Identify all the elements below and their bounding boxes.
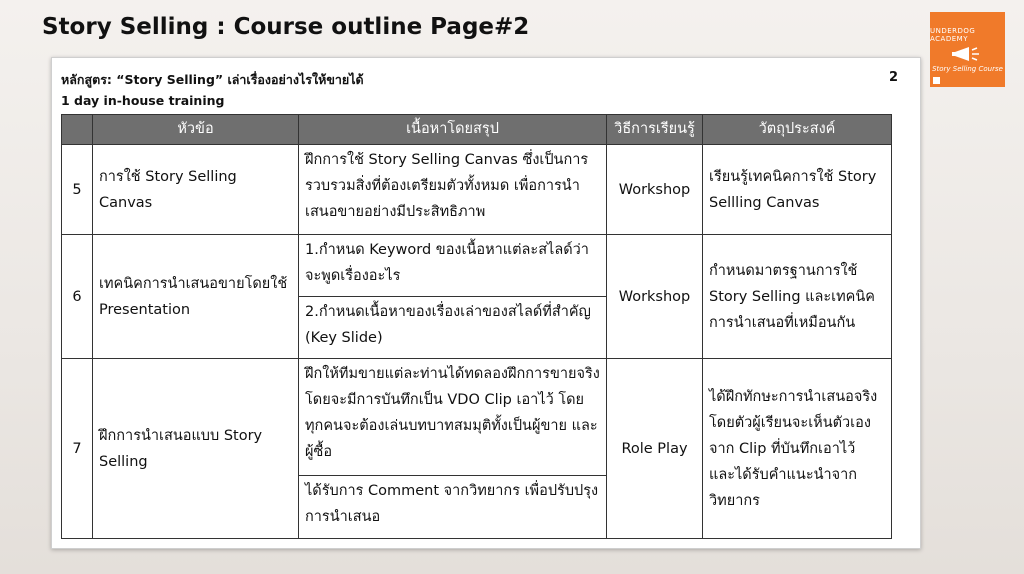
- row-content-item: ฝึกให้ทีมขายแต่ละท่านได้ทดลองฝึกการขายจริง โดยจะมีการบันทึกเป็น VDO Clip เอาไว้ โดยทุกคนจะต้องเล่นบทบาทสมมุติทั้งเป็นผู้ขาย และผู้ซื้อ: [298, 358, 606, 475]
- row-content-item: ได้รับการ Comment จากวิทยากร เพื่อปรับปรุงการนำเสนอ: [298, 475, 606, 539]
- row-topic: เทคนิคการนำเสนอขายโดยใช้ Presentation: [92, 234, 298, 358]
- table-header-cell: วัตถุประสงค์: [702, 114, 892, 144]
- row-objective: ได้ฝึกทักษะการนำเสนอจริง โดยตัวผู้เรียนจะเห็นตัวเอง จาก Clip ที่บันทึกเอาไว้ และได้รับคำแนะนำจากวิทยากร: [702, 358, 892, 539]
- logo-script-text: Story Selling Course: [932, 64, 1003, 73]
- row-topic: ฝึกการนำเสนอแบบ Story Selling: [92, 358, 298, 539]
- course-heading: หลักสูตร: “Story Selling” เล่าเรื่องอย่างไรให้ขายได้: [61, 72, 364, 87]
- logo-corner-mark: [933, 77, 940, 84]
- row-method: Role Play: [606, 358, 702, 539]
- page-number: 2: [888, 70, 898, 85]
- table-header-cell: [61, 114, 92, 144]
- row-content: ฝึกการใช้ Story Selling Canvas ซึ่งเป็นการรวบรวมสิ่งที่ต้องเตรียมตัวทั้งหมด เพื่อการนำเสนอขายอย่างมีประสิทธิภาพ: [298, 144, 606, 234]
- table-header-cell: วิธีการเรียนรู้: [606, 114, 702, 144]
- underdog-academy-logo: [930, 12, 1005, 87]
- megaphone-icon: [951, 45, 985, 63]
- row-content-item: 1.กำหนด Keyword ของเนื้อหาแต่ละสไลด์ว่าจะพูดเรื่องอะไร: [298, 234, 606, 296]
- row-method: Workshop: [606, 144, 702, 234]
- row-number: 6: [61, 234, 92, 358]
- row-objective: เรียนรู้เทคนิคการใช้ Story Sellling Canvas: [702, 144, 892, 234]
- row-number: 5: [61, 144, 92, 234]
- slide-title: Story Selling : Course outline Page#2: [42, 14, 530, 40]
- logo-arc-text: UNDERDOG ACADEMY: [930, 26, 976, 43]
- document-page: [51, 57, 921, 549]
- row-method: Workshop: [606, 234, 702, 358]
- table-header-cell: เนื้อหาโดยสรุป: [298, 114, 606, 144]
- course-subheading: 1 day in-house training: [61, 93, 225, 108]
- row-topic: การใช้ Story Selling Canvas: [92, 144, 298, 234]
- table-header-cell: หัวข้อ: [92, 114, 298, 144]
- row-number: 7: [61, 358, 92, 539]
- row-content-item: 2.กำหนดเนื้อหาของเรื่องเล่าของสไลด์ที่สำคัญ (Key Slide): [298, 296, 606, 358]
- row-objective: กำหนดมาตรฐานการใช้ Story Selling และเทคนิคการนำเสนอที่เหมือนกัน: [702, 234, 892, 358]
